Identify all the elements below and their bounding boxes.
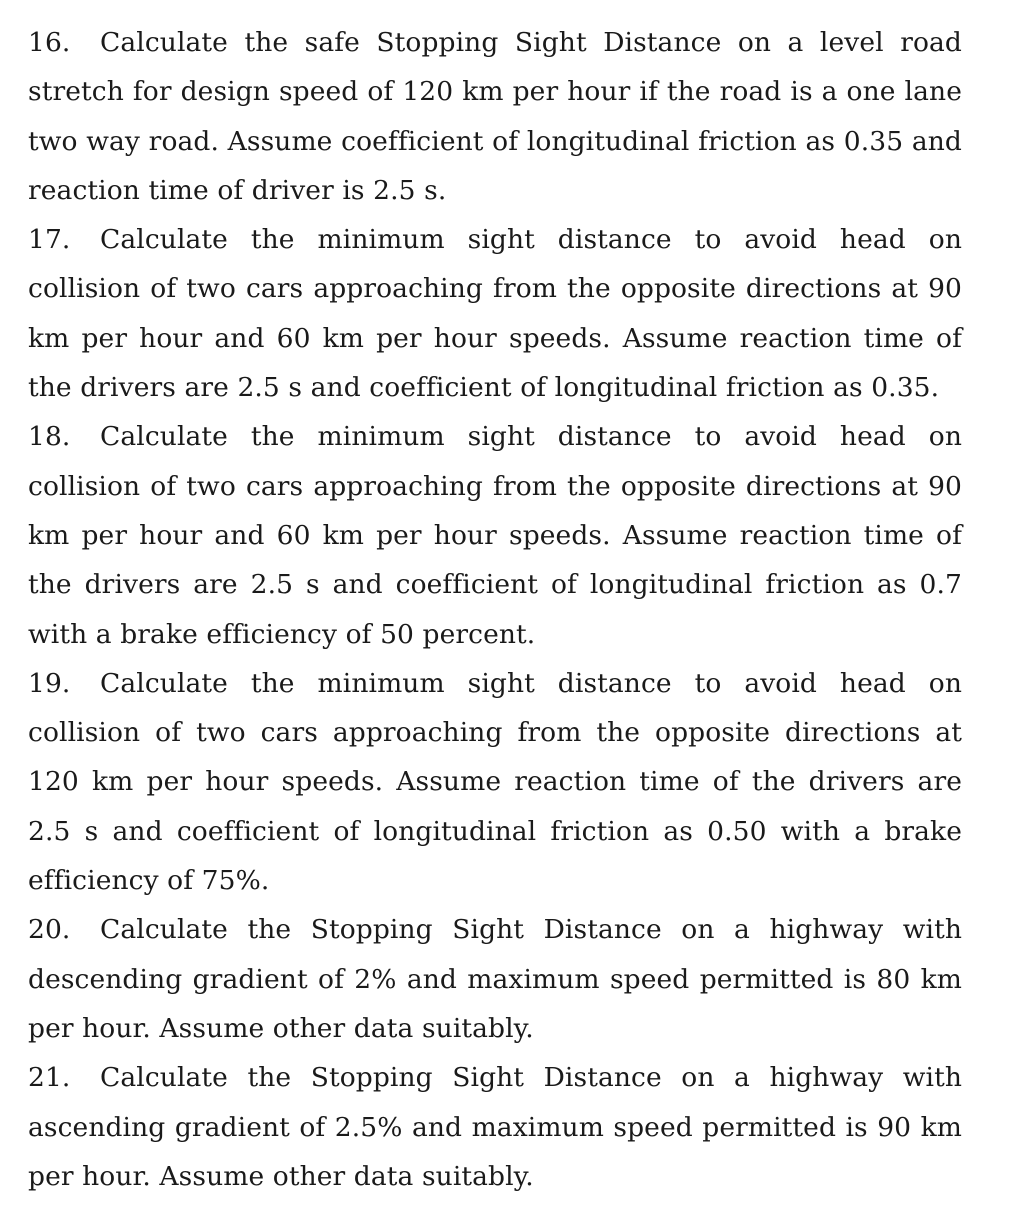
question-17 — [28, 215, 962, 412]
question-number: 20. — [28, 914, 71, 946]
question-20 — [28, 905, 962, 1053]
question-text: Calculate the safe Stopping Sight Distance on a level road stretch for design speed of 120 km per hour if the road is a one lane two way road. Assume coefficient of longitudinal friction as 0.35 and reaction time of driver is 2.5 s. — [28, 27, 962, 206]
question-21 — [28, 1053, 962, 1201]
question-16 — [28, 18, 962, 215]
question-19 — [28, 659, 962, 905]
question-number: 21. — [28, 1062, 71, 1094]
question-text: Calculate the minimum sight distance to avoid head on collision of two cars approaching from the opposite directions at 90 km per hour and 60 km per hour speeds. Assume reaction time of the drivers are 2.5 s and coefficient of longitudinal friction as 0.7 with a brake efficiency of 50 percent. — [28, 421, 962, 650]
question-list — [28, 18, 962, 1201]
question-text: Calculate the Stopping Sight Distance on a highway with descending gradient of 2% and maximum speed permitted is 80 km per hour. Assume other data suitably. — [28, 914, 962, 1044]
question-text: Calculate the Stopping Sight Distance on a highway with ascending gradient of 2.5% and maximum speed permitted is 90 km per hour. Assume other data suitably. — [28, 1062, 962, 1192]
question-number: 19. — [28, 667, 71, 699]
question-18 — [28, 412, 962, 658]
question-text: Calculate the minimum sight distance to avoid head on collision of two cars approaching from the opposite directions at 90 km per hour and 60 km per hour speeds. Assume reaction time of the drivers are 2.5 s and coefficient of longitudinal friction as 0.35. — [28, 224, 962, 404]
question-text: Calculate the minimum sight distance to avoid head on collision of two cars approaching from the opposite directions at 120 km per hour speeds. Assume reaction time of the drivers are 2.5 s and coefficient of longitudinal friction as 0.50 with a brake efficiency of 75%. — [28, 667, 962, 897]
question-number: 18. — [28, 421, 71, 453]
question-number: 17. — [28, 224, 71, 256]
question-number: 16. — [28, 27, 71, 58]
